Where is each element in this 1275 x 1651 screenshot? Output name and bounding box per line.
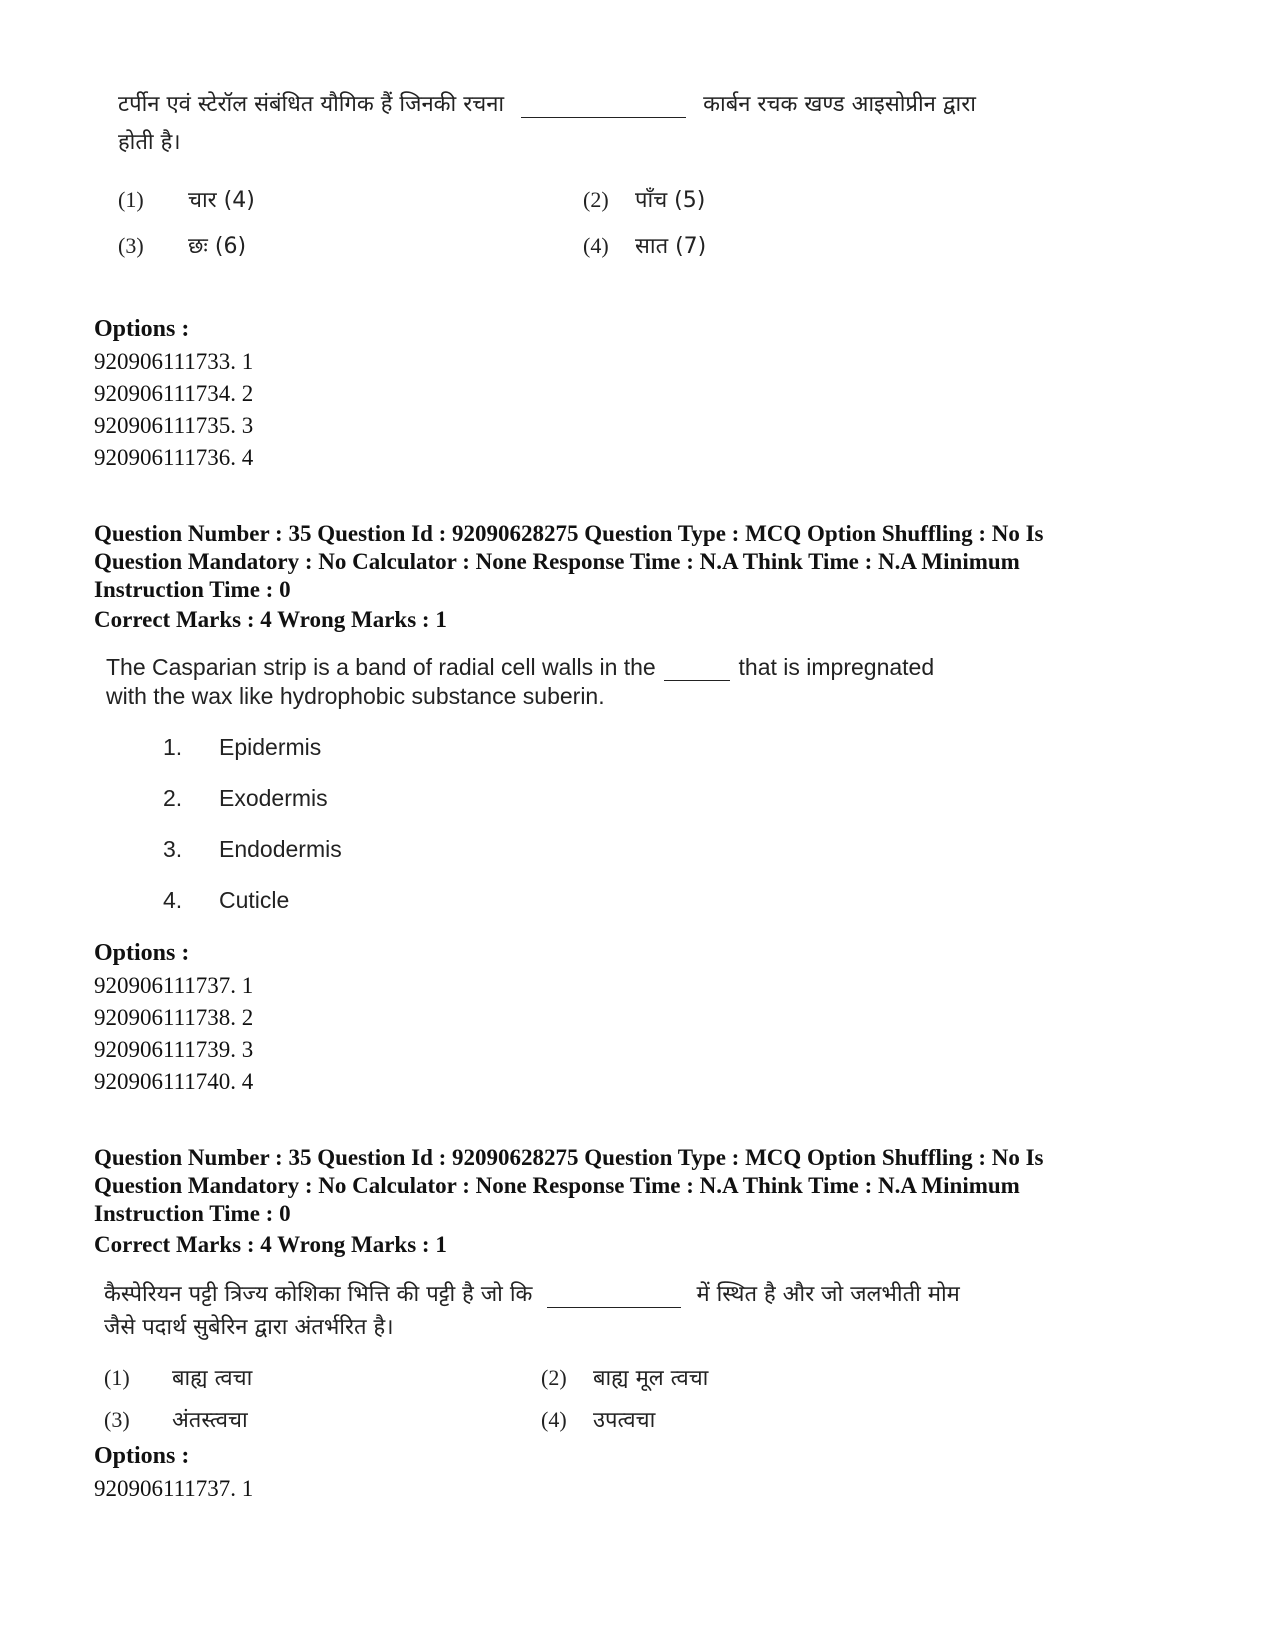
question-meta-35: Question Number : 35 Question Id : 92090628275 Question Type : MCQ Option Shuffling : No Is Question Mandatory : No Calculator : None Response Time : N.A Think Time : N.A Minimum Instruction Time : 0 [94, 521, 1044, 602]
q35-choice-2: 2. Exodermis [163, 785, 328, 811]
option-line: 920906111736. 4 [94, 445, 254, 470]
option-line: 920906111733. 1 [94, 349, 254, 374]
q34-choice-3: (3) छः (6) [118, 233, 247, 259]
option-line: 920906111737. 1 [94, 973, 254, 998]
q34-choice-2: (2) पाँच (5) [583, 187, 706, 213]
options-title: Options : [94, 940, 190, 966]
marks-line: Correct Marks : 4 Wrong Marks : 1 [94, 607, 447, 632]
question-meta-35-hindi: Question Number : 35 Question Id : 92090628275 Question Type : MCQ Option Shuffling : No Is Question Mandatory : No Calculator : None Response Time : N.A Think Time : N.A Minimum Instruction Time : 0 [94, 1145, 1044, 1226]
option-line: 920906111740. 4 [94, 1069, 254, 1094]
q34-hindi-stem-line2: होती है। [118, 130, 181, 155]
options-block-2 [94, 940, 253, 1095]
q34-hindi-stem-part1: टर्पीन एवं स्टेरॉल संबंधित यौगिक हैं जिनकी रचना [118, 92, 505, 117]
option-line: 920906111738. 2 [94, 1005, 254, 1030]
options-title: Options : [94, 1443, 190, 1469]
option-line: 920906111735. 3 [94, 413, 254, 438]
option-line: 920906111734. 2 [94, 381, 254, 406]
q35-choice-1: 1. Epidermis [163, 734, 322, 760]
q34-hindi-stem-part2: कार्बन रचक खण्ड आइसोप्रीन द्वारा [703, 92, 976, 117]
q35-choice-4: 4. Cuticle [163, 887, 290, 913]
blank-line [664, 680, 730, 681]
q35-hindi-choice-3: (3) अंतस्त्वचा [104, 1407, 248, 1433]
q35-stem: The Casparian strip is a band of radial cell walls in the that is impregnated [106, 654, 935, 680]
q35-hindi-choice-4: (4) उपत्वचा [541, 1407, 656, 1433]
q35-stem-line2: with the wax like hydrophobic substance suberin. [106, 683, 605, 709]
marks-line: Correct Marks : 4 Wrong Marks : 1 [94, 1232, 447, 1257]
q34-choice-1: (1) चार (4) [118, 187, 255, 213]
q35-hindi-stem: कैस्पेरियन पट्टी त्रिज्य कोशिका भित्ति की पट्टी है जो कि में स्थित है और जो जलभीती मोम [104, 1282, 960, 1307]
blank-line [547, 1307, 681, 1308]
option-line: 920906111739. 3 [94, 1037, 254, 1062]
options-block-1 [94, 316, 253, 471]
q35-hindi-choice-2: (2) बाह्य मूल त्वचा [541, 1365, 709, 1391]
options-block-3 [94, 1443, 253, 1502]
q34-hindi-stem [118, 88, 976, 118]
q34-choice-4: (4) सात (7) [583, 233, 707, 259]
q35-hindi-stem-line2: जैसे पदार्थ सुबेरिन द्वारा अंतर्भरित है। [104, 1315, 394, 1340]
q35-choice-3: 3. Endodermis [163, 836, 342, 862]
q35-hindi-choice-1: (1) बाह्य त्वचा [104, 1365, 253, 1391]
blank-line [521, 117, 686, 118]
option-line: 920906111737. 1 [94, 1476, 254, 1501]
options-title: Options : [94, 316, 190, 342]
